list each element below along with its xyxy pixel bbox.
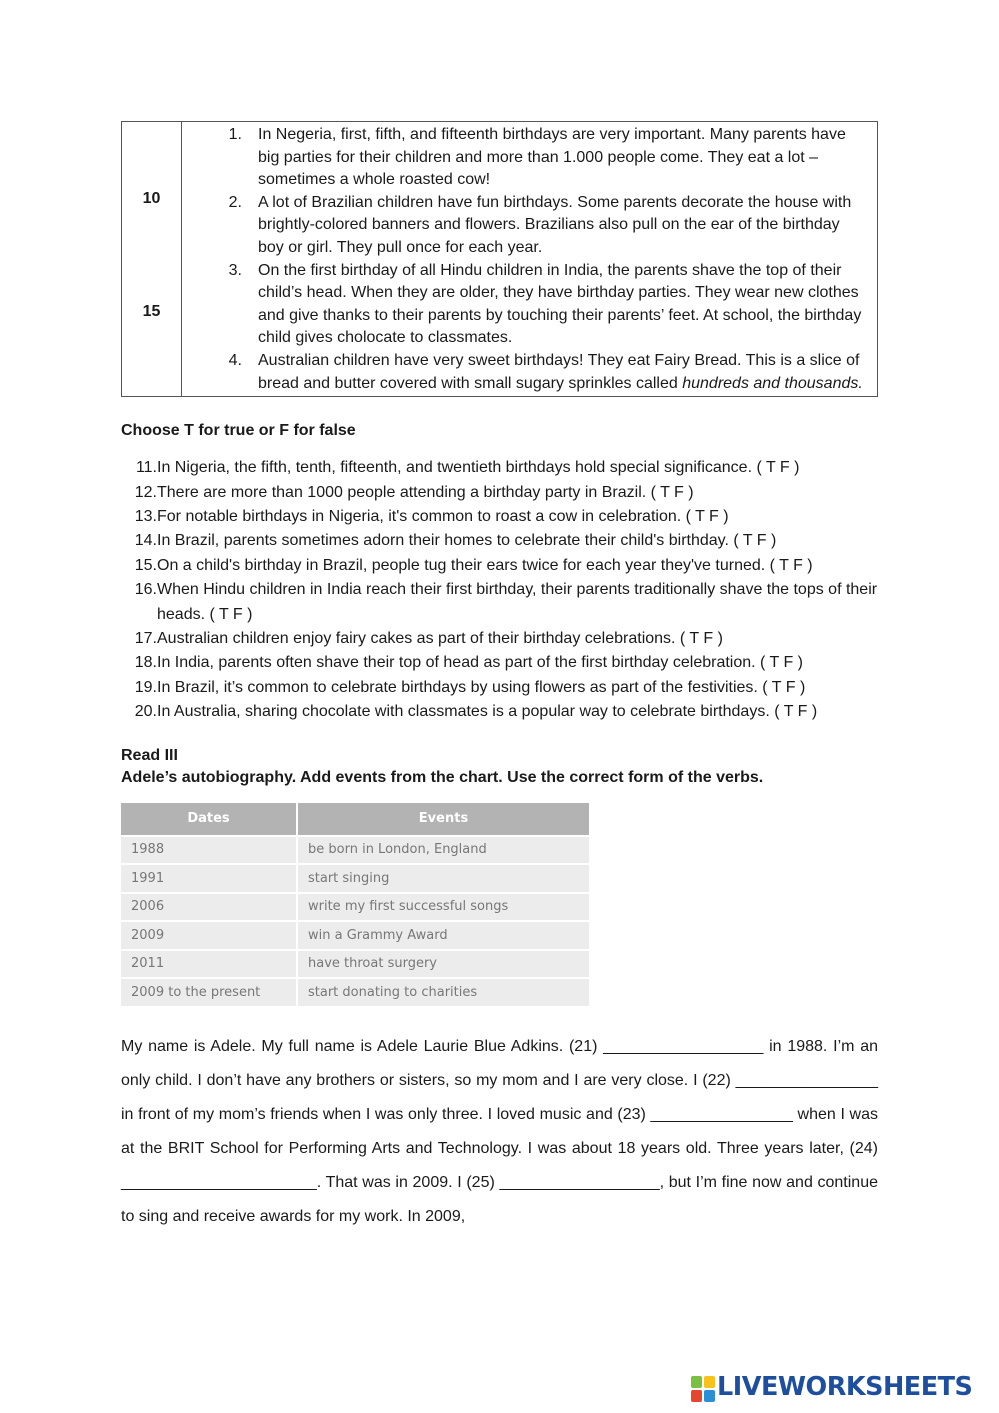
chart-row (121, 978, 589, 1006)
passage-item-number: 3. (228, 261, 242, 279)
logo-tile (691, 1390, 702, 1402)
logo-tile (691, 1376, 702, 1388)
line-number-column (122, 122, 182, 396)
liveworksheets-icon (690, 1375, 716, 1403)
tf-question (121, 700, 878, 724)
true-false-list (121, 456, 878, 724)
adele-events-chart (121, 803, 589, 1006)
passage-item-number: 4. (228, 351, 242, 369)
tf-question (121, 578, 878, 627)
chart-event: win a Grammy Award (297, 921, 589, 950)
tf-question (121, 627, 878, 651)
chart-date: 2006 (121, 893, 297, 922)
tf-question-text: There are more than 1000 people attending a birthday party in Brazil. ( T F ) (157, 483, 694, 501)
passage-item-text-main: Australian children have very sweet birthdays! They eat Fairy Bread. This is a slice of bread and butter covered with small sugary sprinkles called (258, 351, 860, 392)
chart-row (121, 864, 589, 893)
tf-question (121, 529, 878, 553)
chart-event: write my first successful songs (297, 893, 589, 922)
tf-question-number: 13. (134, 507, 157, 525)
tf-question-text: In Brazil, parents sometimes adorn their homes to celebrate their child's birthday. ( T F ) (157, 532, 777, 550)
tf-question (121, 505, 878, 529)
tf-question-text: When Hindu children in India reach their first birthday, their parents traditionally shave the tops of their heads. ( T F ) (157, 581, 878, 623)
passage-item-text (250, 350, 869, 395)
chart-header-dates: Dates (121, 803, 297, 836)
tf-question-number: 16. (134, 581, 157, 599)
liveworksheets-logo[interactable] (690, 1374, 988, 1404)
line-number-10: 10 (142, 190, 161, 207)
read-iii-title: Read III (121, 746, 178, 764)
passage-text-column (182, 122, 877, 396)
reading-passage-table (121, 121, 878, 397)
tf-question-text: On a child's birthday in Brazil, people tug their ears twice for each year they've turned. ( T F ) (157, 556, 813, 574)
chart-event: have throat surgery (297, 950, 589, 979)
chart-header-events: Events (297, 803, 589, 836)
passage-item (212, 124, 869, 192)
true-false-heading: Choose T for true or F for false (121, 422, 356, 440)
tf-question-number: 14. (134, 532, 157, 550)
tf-question-text: In Australia, sharing chocolate with classmates is a popular way to celebrate birthdays. ( T F ) (157, 703, 818, 721)
passage-item-text: In Negeria, first, fifth, and fifteenth birthdays are very important. Many parents have big parties for their children and more than 1.000 people come. They eat a lot – sometimes a whole roasted cow! (258, 126, 846, 189)
tf-question-text: For notable birthdays in Nigeria, it's common to roast a cow in celebration. ( T F ) (157, 507, 729, 525)
worksheet-page (121, 121, 878, 1234)
chart-event: be born in London, England (297, 836, 589, 865)
tf-question-number: 17. (134, 629, 157, 647)
passage-item-text-italic: hundreds and thousands. (682, 374, 863, 392)
passage-item (212, 350, 869, 395)
tf-question-number: 20. (134, 703, 157, 721)
tf-question-number: 11. (135, 459, 157, 477)
chart-row (121, 921, 589, 950)
tf-question-text: In India, parents often shave their top of head as part of the first birthday celebration. ( T F ) (157, 654, 803, 672)
autobiography-paragraph: My name is Adele. My full name is Adele Laurie Blue Adkins. (21) __________________ in 1988. I’m an only child. I don’t have any brothers or sisters, so my mom and I are very close. I (22) ________________ in front of my mom’s friends when I was only three. I loved music and (23) ________________ when I was at the BRIT School for Performing Arts and Technology. I was about 18 years old. Three years later, (24) ______________________. That was in 2009. I (25) __________________, but I’m fine now and continue to sing and receive awards for my work. In 2009, (121, 1037, 878, 1225)
read-iii-instruction: Adele’s autobiography. Add events from the chart. Use the correct form of the verbs. (121, 768, 764, 786)
line-number-15: 15 (142, 303, 161, 320)
tf-question (121, 676, 878, 700)
passage-item-text: On the first birthday of all Hindu children in India, the parents shave the top of their child’s head. When they are older, they have birthday parties. They wear new clothes and give thanks to their parents by touching their parents’ feet. At school, the birthday child gives cholocate to classmates. (258, 261, 862, 347)
passage-item (212, 192, 869, 260)
tf-question (121, 651, 878, 675)
tf-question-text: In Nigeria, the fifth, tenth, fifteenth, and twentieth birthdays hold special significance. ( T F ) (157, 459, 800, 477)
chart-date: 2009 to the present (121, 978, 297, 1006)
tf-question (121, 456, 878, 480)
tf-question (121, 481, 878, 505)
chart-date: 1988 (121, 836, 297, 865)
passage-item-number: 2. (228, 193, 242, 211)
tf-question-number: 18. (134, 654, 157, 672)
passage-item-number: 1. (228, 126, 242, 143)
tf-question-number: 12. (134, 483, 157, 501)
chart-event: start singing (297, 864, 589, 893)
logo-tile (704, 1376, 715, 1388)
tf-question (121, 554, 878, 578)
liveworksheets-wordmark: LIVEWORKSHEETS (717, 1372, 973, 1402)
chart-date: 1991 (121, 864, 297, 893)
tf-question-text: Australian children enjoy fairy cakes as part of their birthday celebrations. ( T F ) (157, 629, 723, 647)
chart-header-row (121, 803, 589, 836)
chart-date: 2009 (121, 921, 297, 950)
chart-row (121, 950, 589, 979)
chart-row (121, 893, 589, 922)
chart-event: start donating to charities (297, 978, 589, 1006)
tf-question-text: In Brazil, it’s common to celebrate birthdays by using flowers as part of the festivities. ( T F ) (157, 678, 806, 696)
chart-date: 2011 (121, 950, 297, 979)
passage-item-text: A lot of Brazilian children have fun birthdays. Some parents decorate the house with brightly-colored banners and flowers. Brazilians also pull on the ear of the birthday boy or girl. They pull once for each year. (258, 193, 852, 256)
passage-item (212, 260, 869, 350)
tf-question-number: 15. (134, 556, 157, 574)
chart-row (121, 836, 589, 865)
logo-tile (704, 1390, 715, 1402)
tf-question-number: 19. (134, 678, 157, 696)
